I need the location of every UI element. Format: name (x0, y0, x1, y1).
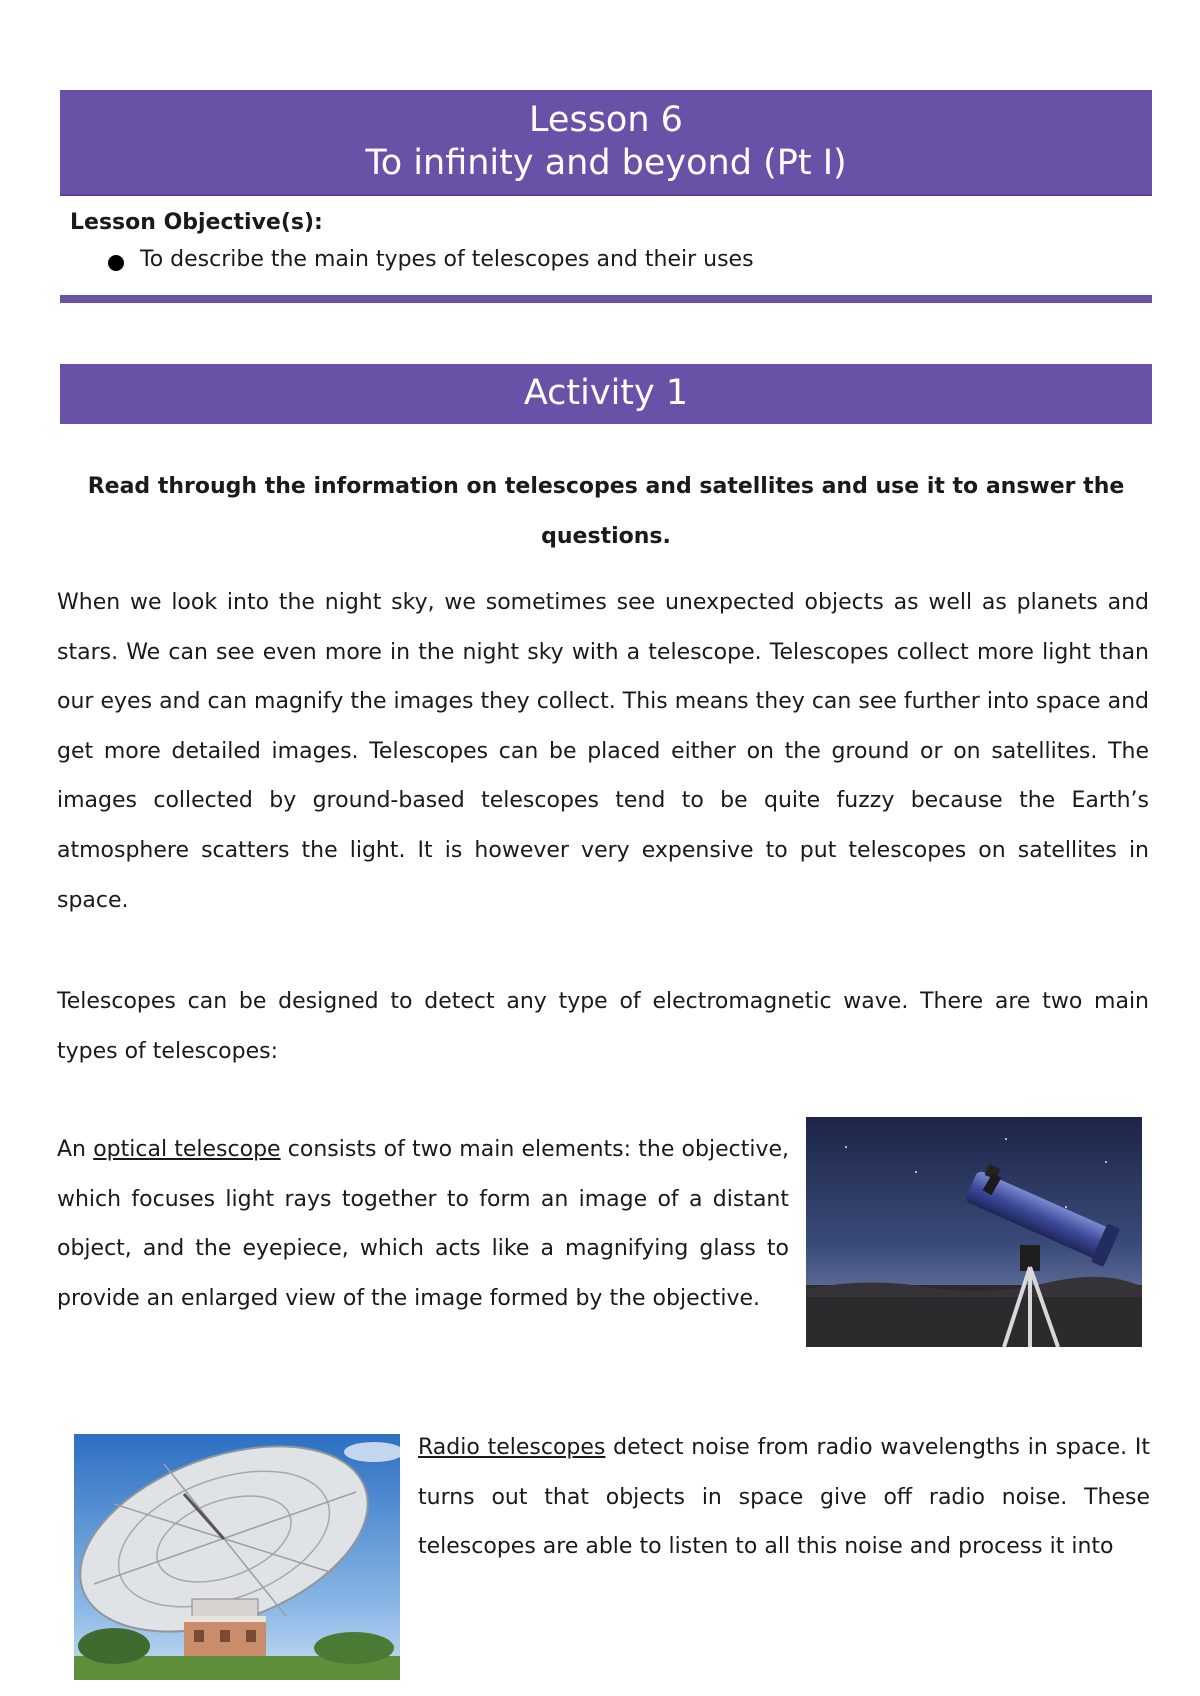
radio-telescope-paragraph (418, 1423, 1150, 1572)
lesson-number: Lesson 6 (529, 100, 683, 140)
radio-telescope-photo (74, 1434, 400, 1680)
intro-paragraph: When we look into the night sky, we sometimes see unexpected objects as well as planets and stars. We can see even more in the night sky with a telescope. Telescopes collect more light than our eyes and can magnify the images they collect. This means they can see further into space and get more detailed images. Telescopes can be placed either on the ground or on satellites. The images collected by ground-based telescopes tend to be quite fuzzy because the Earth’s atmosphere scatters the light. It is however very expensive to put telescopes on satellites in space. (57, 590, 1149, 913)
lesson-title: To infinity and beyond (Pt I) (365, 143, 847, 183)
activity-title: Activity 1 (523, 373, 689, 413)
bullet-icon (108, 255, 124, 271)
optical-prefix: An (57, 1137, 94, 1162)
objective-item: To describe the main types of telescopes and their uses (140, 247, 754, 272)
types-paragraph: Telescopes can be designed to detect any type of electromagnetic wave. There are two main types of telescopes: (57, 989, 1149, 1064)
optical-telescope-paragraph (57, 1125, 789, 1323)
optical-description: consists of two main elements: the objective, which focuses light rays together to form an image of a distant object, and the eyepiece, which acts like a magnifying glass to provide an enlarged view of the image formed by the objective. (57, 1137, 790, 1311)
activity-instruction: Read through the information on telescopes and satellites and use it to answer the questions. (87, 474, 1125, 549)
objectives-label: Lesson Objective(s): (70, 210, 323, 235)
activity-banner (60, 364, 1152, 424)
radio-telescope-term: Radio telescopes (418, 1435, 606, 1460)
section-divider (60, 295, 1152, 303)
radio-description: detect noise from radio wavelengths in space. It turns out that objects in space give off radio noise. These telescopes are able to listen to all this noise and process it into (418, 1435, 1151, 1560)
lesson-header-banner (60, 90, 1152, 196)
optical-telescope-term: optical telescope (93, 1137, 281, 1162)
optical-telescope-photo (806, 1117, 1142, 1347)
